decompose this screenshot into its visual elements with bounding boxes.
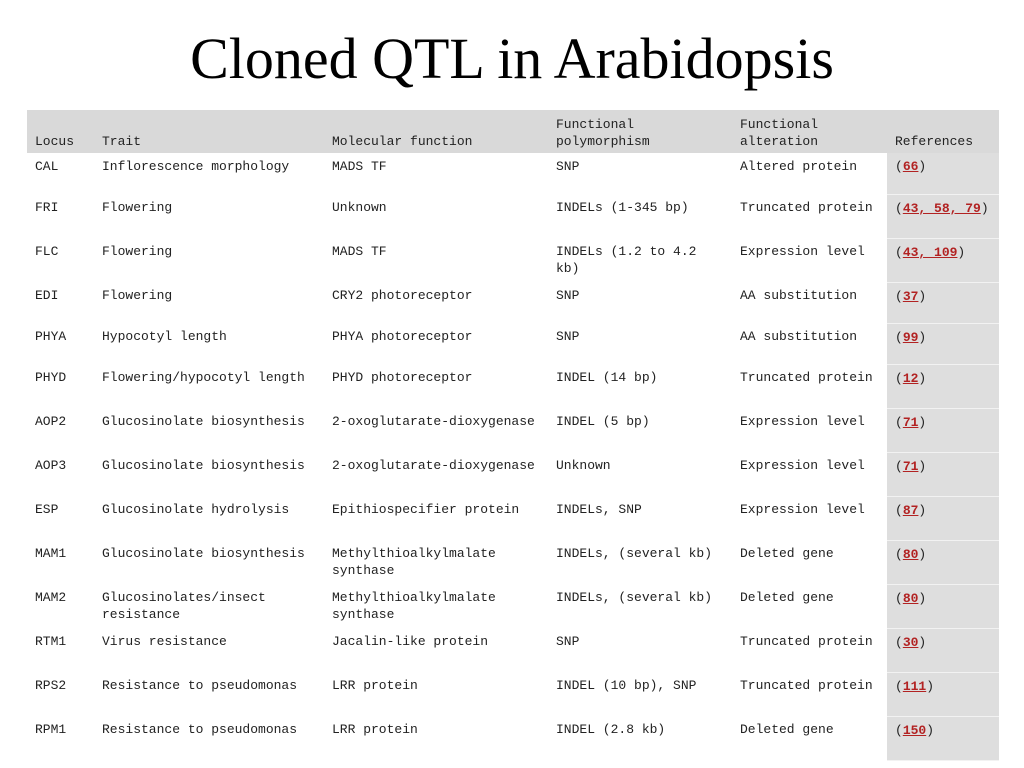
cell-locus: ESP <box>27 496 94 540</box>
table-row <box>27 323 999 364</box>
ref-open-paren: ( <box>895 329 903 345</box>
cell-trait: Inflorescence morphology <box>94 153 324 194</box>
cell-functional-alteration: AA substitution <box>732 323 887 364</box>
cell-functional-polymorphism: INDELs (1.2 to 4.2 kb) <box>548 238 732 282</box>
cell-functional-polymorphism: INDELs (1-345 bp) <box>548 194 732 238</box>
header-trait: Trait <box>94 110 324 153</box>
table-row <box>27 364 999 408</box>
ref-close-paren: ) <box>957 244 966 260</box>
cell-trait: Glucosinolate biosynthesis <box>94 452 324 496</box>
ref-close-paren: ) <box>918 414 927 430</box>
ref-close-paren: ) <box>918 546 927 562</box>
cell-functional-alteration: Altered protein <box>732 153 887 194</box>
cell-molecular-function: LRR protein <box>324 672 548 716</box>
cell-trait: Glucosinolates/insect resistance <box>94 584 324 628</box>
cell-trait: Glucosinolate hydrolysis <box>94 496 324 540</box>
cell-functional-alteration: Expression level <box>732 238 887 282</box>
cell-molecular-function: Epithiospecifier protein <box>324 496 548 540</box>
ref-close-paren: ) <box>918 502 927 518</box>
ref-close-paren: ) <box>918 590 927 606</box>
table-row <box>27 672 999 716</box>
cell-molecular-function: MADS TF <box>324 153 548 194</box>
table-row <box>27 194 999 238</box>
reference-link[interactable]: 30 <box>902 634 919 650</box>
cell-functional-alteration: Expression level <box>732 452 887 496</box>
ref-open-paren: ( <box>895 590 903 606</box>
cell-molecular-function: 2-oxoglutarate-dioxygenase <box>324 408 548 452</box>
cell-functional-polymorphism: INDELs, SNP <box>548 496 732 540</box>
cell-functional-alteration: Truncated protein <box>732 628 887 672</box>
cell-trait: Glucosinolate biosynthesis <box>94 408 324 452</box>
cell-locus: RPM1 <box>27 716 94 760</box>
ref-close-paren: ) <box>918 288 927 304</box>
cell-references <box>887 408 999 452</box>
reference-link[interactable]: 71 <box>902 458 919 474</box>
cell-references <box>887 496 999 540</box>
cell-locus: FRI <box>27 194 94 238</box>
cell-trait: Hypocotyl length <box>94 323 324 364</box>
ref-open-paren: ( <box>895 458 903 474</box>
ref-open-paren: ( <box>895 370 903 386</box>
cell-references <box>887 238 999 282</box>
cell-references <box>887 282 999 323</box>
ref-open-paren: ( <box>895 414 903 430</box>
table-row <box>27 628 999 672</box>
reference-link[interactable]: 43, 58, 79 <box>902 200 981 216</box>
cell-functional-polymorphism: SNP <box>548 282 732 323</box>
header-functional-alteration: Functional alteration <box>732 110 887 153</box>
reference-link[interactable]: 87 <box>902 502 919 518</box>
cell-trait: Flowering <box>94 238 324 282</box>
cell-functional-polymorphism: SNP <box>548 323 732 364</box>
cell-references <box>887 452 999 496</box>
ref-close-paren: ) <box>918 329 927 345</box>
cell-functional-polymorphism: INDEL (2.8 kb) <box>548 716 732 760</box>
reference-link[interactable]: 150 <box>902 722 927 738</box>
ref-open-paren: ( <box>895 546 903 562</box>
table-row <box>27 496 999 540</box>
cell-functional-alteration: Truncated protein <box>732 672 887 716</box>
cell-functional-polymorphism: INDEL (14 bp) <box>548 364 732 408</box>
cell-molecular-function: 2-oxoglutarate-dioxygenase <box>324 452 548 496</box>
cell-locus: PHYA <box>27 323 94 364</box>
ref-close-paren: ) <box>980 200 989 216</box>
reference-link[interactable]: 43, 109 <box>902 244 958 260</box>
cell-functional-polymorphism: INDELs, (several kb) <box>548 584 732 628</box>
cell-functional-polymorphism: INDEL (10 bp), SNP <box>548 672 732 716</box>
table-row <box>27 584 999 628</box>
cell-functional-polymorphism: Unknown <box>548 452 732 496</box>
cell-locus: MAM2 <box>27 584 94 628</box>
reference-link[interactable]: 99 <box>902 329 919 345</box>
cell-trait: Flowering <box>94 194 324 238</box>
ref-open-paren: ( <box>895 244 903 260</box>
ref-open-paren: ( <box>895 722 903 738</box>
cell-molecular-function: Methylthioalkylmalate synthase <box>324 540 548 584</box>
cell-functional-alteration: Truncated protein <box>732 194 887 238</box>
cell-functional-polymorphism: INDEL (5 bp) <box>548 408 732 452</box>
cell-functional-alteration: Expression level <box>732 496 887 540</box>
cell-locus: CAL <box>27 153 94 194</box>
header-functional-polymorphism: Functional polymorphism <box>548 110 732 153</box>
reference-link[interactable]: 71 <box>902 414 919 430</box>
ref-open-paren: ( <box>895 200 903 216</box>
header-locus: Locus <box>27 110 94 153</box>
ref-close-paren: ) <box>926 722 935 738</box>
header-molecular-function: Molecular function <box>324 110 548 153</box>
cell-molecular-function: Jacalin-like protein <box>324 628 548 672</box>
cell-locus: AOP2 <box>27 408 94 452</box>
table-row <box>27 540 999 584</box>
cell-trait: Resistance to pseudomonas <box>94 672 324 716</box>
reference-link[interactable]: 66 <box>902 159 919 174</box>
cell-references <box>887 364 999 408</box>
cell-references <box>887 716 999 760</box>
cell-molecular-function: PHYA photoreceptor <box>324 323 548 364</box>
ref-open-paren: ( <box>895 678 903 694</box>
reference-link[interactable]: 12 <box>902 370 919 386</box>
cell-molecular-function: MADS TF <box>324 238 548 282</box>
cell-trait: Flowering/hypocotyl length <box>94 364 324 408</box>
ref-close-paren: ) <box>918 370 927 386</box>
table-row <box>27 238 999 282</box>
table-header-row <box>27 110 999 153</box>
cell-molecular-function: Methylthioalkylmalate synthase <box>324 584 548 628</box>
table-row <box>27 408 999 452</box>
cell-locus: PHYD <box>27 364 94 408</box>
cell-locus: MAM1 <box>27 540 94 584</box>
reference-link[interactable]: 111 <box>902 678 927 694</box>
cell-references <box>887 323 999 364</box>
cell-trait: Glucosinolate biosynthesis <box>94 540 324 584</box>
cell-functional-alteration: AA substitution <box>732 282 887 323</box>
ref-close-paren: ) <box>918 634 927 650</box>
ref-close-paren: ) <box>918 159 927 174</box>
table-row <box>27 153 999 194</box>
cell-locus: RPS2 <box>27 672 94 716</box>
ref-open-paren: ( <box>895 634 903 650</box>
cell-references <box>887 540 999 584</box>
reference-link[interactable]: 80 <box>902 546 919 562</box>
cell-references <box>887 672 999 716</box>
ref-close-paren: ) <box>918 458 927 474</box>
cell-functional-polymorphism: SNP <box>548 153 732 194</box>
cell-functional-alteration: Expression level <box>732 408 887 452</box>
cell-functional-polymorphism: SNP <box>548 628 732 672</box>
table-row <box>27 452 999 496</box>
cell-trait: Flowering <box>94 282 324 323</box>
cell-molecular-function: Unknown <box>324 194 548 238</box>
ref-close-paren: ) <box>926 678 935 694</box>
cell-functional-alteration: Deleted gene <box>732 584 887 628</box>
reference-link[interactable]: 80 <box>902 590 919 606</box>
cell-locus: RTM1 <box>27 628 94 672</box>
ref-open-paren: ( <box>895 159 903 174</box>
cell-trait: Virus resistance <box>94 628 324 672</box>
table-row <box>27 716 999 760</box>
table-row <box>27 282 999 323</box>
cell-functional-polymorphism: INDELs, (several kb) <box>548 540 732 584</box>
qtl-table <box>27 110 999 761</box>
cell-functional-alteration: Truncated protein <box>732 364 887 408</box>
cell-functional-alteration: Deleted gene <box>732 540 887 584</box>
cell-molecular-function: CRY2 photoreceptor <box>324 282 548 323</box>
ref-open-paren: ( <box>895 502 903 518</box>
cell-references <box>887 628 999 672</box>
reference-link[interactable]: 37 <box>902 288 919 304</box>
cell-references <box>887 194 999 238</box>
cell-molecular-function: PHYD photoreceptor <box>324 364 548 408</box>
cell-functional-alteration: Deleted gene <box>732 716 887 760</box>
ref-open-paren: ( <box>895 288 903 304</box>
cell-locus: FLC <box>27 238 94 282</box>
cell-references <box>887 584 999 628</box>
cell-molecular-function: LRR protein <box>324 716 548 760</box>
cell-trait: Resistance to pseudomonas <box>94 716 324 760</box>
slide-title: Cloned QTL in Arabidopsis <box>190 26 834 91</box>
cell-locus: EDI <box>27 282 94 323</box>
cell-references <box>887 153 999 194</box>
cell-locus: AOP3 <box>27 452 94 496</box>
header-references: References <box>887 110 999 153</box>
